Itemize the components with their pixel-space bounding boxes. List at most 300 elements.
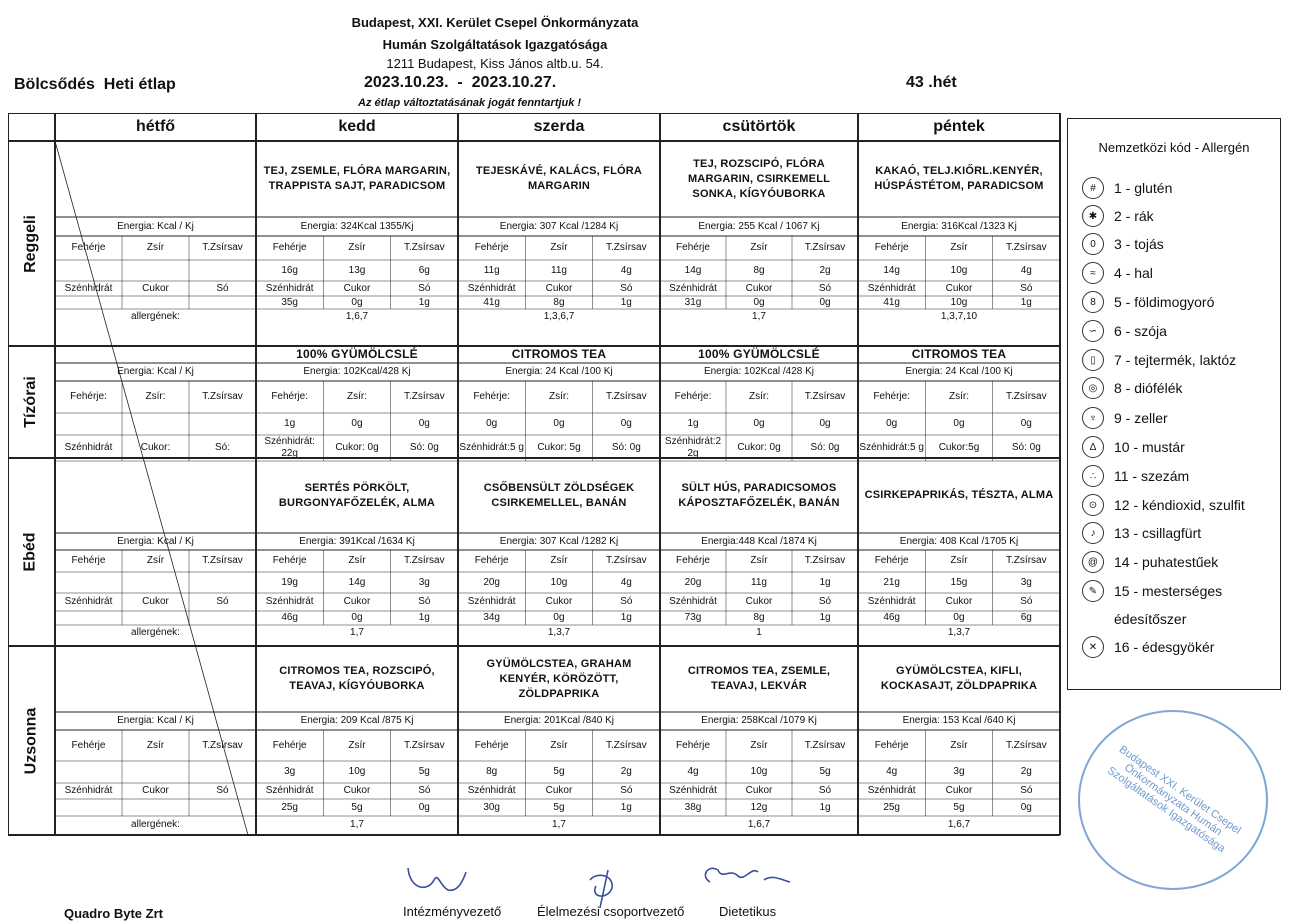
milk-icon: ▯: [1082, 349, 1104, 371]
nutrient-reggeli-4-r3-c2: 1g: [1020, 296, 1032, 308]
nutrient-reggeli-1-r0-c2: T.Zsírsav: [404, 242, 445, 253]
food-uzsonna-1: CITROMOS TEA, ROZSCIPÓ, TEAVAJ, KÍGYÓUBORKA: [279, 665, 435, 692]
nutrient-tizorai-2-r2-c0: Szénhidrát:5 g: [459, 442, 524, 453]
director-label: Intézményvezető: [403, 904, 502, 919]
nutrient-uzsonna-3-r0-c0: Fehérje: [676, 739, 710, 751]
legend-item-label: 16 - édesgyökér: [1114, 639, 1215, 655]
nutrient-reggeli-4-r3-c1: 10g: [950, 296, 968, 308]
nutrient-ebed-1-r3-c2: 1g: [418, 612, 430, 623]
legend-item: [1082, 290, 1214, 314]
nutrient-reggeli-1-r1-c1: 13g: [348, 264, 366, 276]
nutrient-reggeli-2-r2-c1: Cukor: [545, 282, 573, 294]
legend-item-label: 9 - zeller: [1114, 410, 1168, 426]
legend-item: [1082, 435, 1185, 459]
nutrient-ebed-3-r0-c0: Fehérje: [676, 555, 710, 566]
legend-item-label: 7 - tejtermék, laktóz: [1114, 352, 1237, 368]
day-header-1: kedd: [338, 118, 376, 135]
food-ebed-4: CSIRKEPAPRIKÁS, TÉSZTA, ALMA: [864, 489, 1054, 501]
nutrient-ebed-3-r1-c2: 1g: [819, 576, 831, 588]
nutrient-ebed-3-r3-c1: 8g: [753, 612, 765, 623]
nutrient-reggeli-1-r0-c1: Zsír: [348, 242, 366, 253]
nutrient-uzsonna-0-r3-c0: [55, 799, 122, 816]
food-uzsonna-4: GYÜMÖLCSTEA, KIFLI, KOCKASAJT, ZÖLDPAPRIKA: [880, 665, 1038, 692]
allergens-reggeli-3: 1,7: [752, 311, 766, 322]
nutrient-uzsonna-2-r3-c1: 5g: [553, 801, 565, 813]
document-title: Bölcsődés Heti étlap: [14, 76, 176, 93]
nutrient-reggeli-4-r2-c2: Só: [1020, 282, 1033, 294]
food-reggeli-1: TEJ, ZSEMLE, FLÓRA MARGARIN, TRAPPISTA SAJT, PARADICSOM: [263, 165, 451, 192]
nutrient-tizorai-4-r2-c2: Só: 0g: [1011, 442, 1041, 453]
nutrient-uzsonna-1-r3-c2: 0g: [418, 801, 430, 813]
food-uzsonna-0: [55, 646, 256, 712]
nutrient-reggeli-3-r2-c1: Cukor: [745, 282, 773, 294]
fish-icon: ≈: [1082, 262, 1104, 284]
nutrient-reggeli-4-r1-c1: 10g: [950, 264, 968, 276]
allergens-uzsonna-3: 1,6,7: [747, 818, 771, 830]
legend-item-label: 5 - földimogyoró: [1114, 294, 1215, 310]
nutrient-ebed-4-r3-c0: 46g: [883, 612, 900, 623]
nutrient-ebed-2-r1-c0: 20g: [483, 576, 500, 588]
meal-label-text: Uzsonna: [22, 707, 40, 774]
nutrient-uzsonna-2-r3-c2: 1g: [620, 801, 632, 813]
energy-reggeli-3: Energia: 255 Kcal / 1067 Kj: [698, 220, 820, 232]
nutrient-tizorai-4-r2-c0: Szénhidrát:5 g: [859, 442, 924, 453]
nutrient-ebed-4-r2-c1: Cukor: [945, 596, 973, 607]
nutrient-ebed-2-r2-c0: Szénhidrát: [467, 596, 516, 607]
allergens-ebed-4: 1,3,7: [947, 627, 971, 638]
nutrient-reggeli-3-r3-c2: 0g: [819, 296, 831, 308]
company-name: Quadro Byte Zrt: [64, 906, 163, 921]
meal-label-text: Ebéd: [22, 532, 39, 572]
nutrient-uzsonna-3-r2-c2: Só: [818, 785, 832, 796]
energy-ebed-2: Energia: 307 Kcal /1282 Kj: [499, 535, 619, 547]
nutrient-ebed-2-r0-c2: T.Zsírsav: [606, 555, 647, 566]
allergens-ebed-2: 1,3,7: [547, 627, 571, 638]
nutrient-uzsonna-4-r0-c2: T.Zsírsav: [1006, 739, 1047, 751]
liquorice-icon: ✕: [1082, 636, 1104, 658]
nutrient-reggeli-0-r1-c1: [122, 260, 189, 281]
food-ebed-0: [55, 458, 256, 533]
nutrient-reggeli-2-r0-c0: Fehérje: [474, 242, 509, 253]
nutrient-uzsonna-0-r2-c1: Cukor: [142, 785, 169, 796]
energy-reggeli-1: Energia: 324Kcal 1355/Kj: [300, 220, 414, 232]
nutrient-ebed-0-r3-c2: [189, 611, 256, 625]
allergens-uzsonna-4: 1,6,7: [947, 818, 971, 830]
nutrient-ebed-0-r2-c1: Cukor: [142, 596, 169, 607]
nutrient-uzsonna-4-r1-c2: 2g: [1020, 766, 1032, 777]
nutrient-tizorai-1-r0-c1: Zsír:: [346, 391, 367, 402]
nutrient-uzsonna-2-r1-c2: 2g: [620, 766, 632, 777]
nutrient-ebed-1-r1-c2: 3g: [418, 576, 430, 588]
legend-item-label: 12 - kéndioxid, szulfit: [1114, 497, 1245, 513]
nutrient-ebed-1-r2-c0: Szénhidrát: [265, 596, 314, 607]
nutrient-reggeli-1-r1-c2: 6g: [418, 264, 430, 276]
meal-label-tizorai: [8, 346, 54, 458]
nutrient-reggeli-2-r1-c2: 4g: [620, 264, 632, 276]
legend-item: [1082, 607, 1186, 631]
nutrient-reggeli-0-r3-c0: [55, 296, 122, 309]
nutrient-reggeli-4-r0-c0: Fehérje: [874, 242, 909, 253]
allergens-reggeli-1: 1,6,7: [345, 311, 369, 322]
nutrient-ebed-2-r2-c2: Só: [620, 596, 633, 607]
day-header-4: péntek: [933, 118, 985, 135]
energy-reggeli-0: Energia: Kcal / Kj: [117, 220, 194, 232]
nutrient-tizorai-4-r0-c1: Zsír:: [948, 391, 969, 402]
legend-item-label: 15 - mesterséges: [1114, 583, 1223, 599]
nutrient-ebed-4-r2-c0: Szénhidrát: [867, 596, 916, 607]
nutrient-uzsonna-4-r2-c2: Só: [1020, 785, 1033, 796]
nutrient-ebed-2-r2-c1: Cukor: [545, 596, 573, 607]
nutrient-ebed-1-r0-c0: Fehérje: [272, 555, 307, 566]
header-line1: Budapest, XXI. Kerület Csepel Önkormányzata: [351, 15, 639, 30]
nutrient-reggeli-1-r2-c2: Só: [418, 282, 431, 294]
energy-tizorai-2: Energia: 24 Kcal /100 Kj: [505, 366, 613, 377]
nutrient-uzsonna-0-r1-c1: [122, 761, 189, 783]
legend-item: [1082, 493, 1245, 517]
legend-item-label: 14 - puhatestűek: [1114, 554, 1219, 570]
legend-item: [1082, 261, 1153, 285]
nutrient-ebed-0-r1-c0: [55, 572, 122, 593]
nutrient-tizorai-4-r0-c2: T.Zsírsav: [1006, 391, 1047, 402]
legend-item-label: 11 - szezám: [1114, 468, 1190, 484]
food-tizorai-3: 100% GYÜMÖLCSLÉ: [698, 347, 820, 361]
food-reggeli-0: [55, 141, 256, 217]
energy-uzsonna-0: Energia: Kcal / Kj: [117, 715, 194, 726]
dietitian-label: Dietetikus: [719, 904, 777, 919]
nutrient-ebed-3-r0-c1: Zsír: [750, 555, 768, 566]
nutrient-tizorai-3-r2-c2: Só: 0g: [810, 442, 840, 453]
nutrient-tizorai-4-r0-c0: Fehérje:: [873, 391, 910, 402]
food-tizorai-0: [55, 346, 256, 363]
nutrient-ebed-0-r0-c2: T.Zsírsav: [202, 555, 243, 566]
legend-item: [1082, 348, 1236, 372]
nutrient-reggeli-4-r1-c2: 4g: [1020, 264, 1032, 276]
mollusc-icon: @: [1082, 551, 1104, 573]
legend-title: Nemzetközi kód - Allergén: [1098, 140, 1250, 155]
nutrient-reggeli-0-r3-c1: [122, 296, 189, 309]
nutrient-ebed-4-r2-c2: Só: [1020, 596, 1033, 607]
nutrient-reggeli-3-r2-c2: Só: [818, 282, 832, 294]
day-header-3: csütörtök: [722, 118, 796, 135]
energy-ebed-3: Energia:448 Kcal /1874 Kj: [701, 535, 817, 547]
nutrient-reggeli-4-r0-c1: Zsír: [950, 242, 968, 253]
peanut-icon: 8: [1082, 291, 1104, 313]
energy-uzsonna-4: Energia: 153 Kcal /640 Kj: [902, 715, 1016, 726]
nutrient-uzsonna-1-r3-c0: 25g: [281, 801, 298, 813]
nutrient-uzsonna-0-r3-c2: [189, 799, 256, 816]
legend-item-label: 10 - mustár: [1114, 439, 1185, 455]
legend-item: [1082, 319, 1167, 343]
nutrient-reggeli-4-r1-c0: 14g: [883, 264, 900, 276]
nutrient-ebed-3-r3-c0: 73g: [684, 612, 702, 623]
nutrient-tizorai-2-r1-c0: 0g: [486, 418, 498, 429]
energy-reggeli-4: Energia: 316Kcal /1323 Kj: [901, 220, 1017, 232]
nutrient-tizorai-1-r2-c1: Cukor: 0g: [335, 442, 379, 453]
food-ebed-2: CSŐBENSÜLT ZÖLDSÉGEK CSIRKEMELLEL, BANÁN: [483, 481, 635, 509]
nutrient-uzsonna-0-r0-c2: T.Zsírsav: [202, 739, 243, 751]
legend-item: [1082, 579, 1222, 603]
nutrient-tizorai-1-r0-c2: T.Zsírsav: [404, 391, 445, 402]
nutrient-reggeli-3-r0-c2: T.Zsírsav: [804, 242, 846, 253]
food-reggeli-3: TEJ, ROZSCIPÓ, FLÓRA MARGARIN, CSIRKEMELL SONKA, KÍGYÓUBORKA: [687, 157, 831, 200]
nut-icon: ◎: [1082, 377, 1104, 399]
nutrient-uzsonna-2-r1-c1: 5g: [553, 766, 565, 777]
legend-item: [1082, 635, 1214, 659]
nutrient-reggeli-4-r2-c1: Cukor: [945, 282, 973, 294]
nutrient-uzsonna-4-r0-c0: Fehérje: [874, 739, 909, 751]
weekly-menu-table: [8, 113, 1062, 837]
food-uzsonna-2: GYÜMÖLCSTEA, GRAHAM KENYÉR, KÖRÖZÖTT, ZÖLDPAPRIKA: [486, 657, 632, 700]
nutrient-reggeli-1-r2-c1: Cukor: [343, 282, 371, 294]
nutrient-tizorai-2-r1-c1: 0g: [553, 418, 565, 429]
nutrient-reggeli-3-r3-c0: 31g: [684, 296, 702, 308]
nutrient-reggeli-2-r0-c1: Zsír: [550, 242, 568, 253]
food-ebed-3: SÜLT HÚS, PARADICSOMOS KÁPOSZTAFŐZELÉK, BANÁN: [678, 481, 840, 509]
nutrient-uzsonna-2-r0-c1: Zsír: [550, 739, 568, 751]
nutrient-uzsonna-3-r2-c1: Cukor: [745, 785, 773, 796]
legend-item-label: 3 - tojás: [1114, 236, 1164, 252]
nutrient-reggeli-0-r2-c2: Só: [216, 282, 229, 294]
week-number: 43 .hét: [906, 74, 957, 91]
nutrient-ebed-0-r0-c1: Zsír: [146, 555, 165, 566]
egg-icon: 0: [1082, 233, 1104, 255]
energy-tizorai-4: Energia: 24 Kcal /100 Kj: [905, 366, 1013, 377]
nutrient-reggeli-0-r3-c2: [189, 296, 256, 309]
allergens-ebed-0: allergének:: [131, 627, 180, 638]
celery-icon: ♆: [1082, 407, 1104, 429]
energy-uzsonna-2: Energia: 201Kcal /840 Kj: [503, 715, 615, 726]
nutrient-ebed-4-r1-c2: 3g: [1020, 576, 1032, 588]
meal-label-uzsonna: [8, 646, 54, 835]
nutrient-ebed-1-r1-c0: 19g: [281, 576, 298, 588]
energy-ebed-0: Energia: Kcal / Kj: [117, 535, 194, 547]
nutrient-uzsonna-2-r0-c2: T.Zsírsav: [606, 739, 647, 751]
legend-item-label: 6 - szója: [1114, 323, 1167, 339]
nutrient-ebed-0-r3-c1: [122, 611, 189, 625]
legend-item-label: 4 - hal: [1114, 265, 1153, 281]
nutrient-uzsonna-4-r0-c1: Zsír: [950, 739, 968, 751]
nutrient-uzsonna-0-r3-c1: [122, 799, 189, 816]
allergens-reggeli-0: allergének:: [131, 311, 180, 322]
nutrient-uzsonna-1-r2-c0: Szénhidrát: [265, 785, 314, 796]
nutrient-uzsonna-3-r3-c0: 38g: [684, 801, 702, 813]
legend-item: [1082, 176, 1172, 200]
energy-tizorai-3: Energia: 102Kcal /428 Kj: [703, 366, 815, 377]
nutrient-ebed-3-r1-c0: 20g: [684, 576, 702, 588]
nutrient-uzsonna-1-r1-c1: 10g: [348, 766, 366, 777]
nutrient-ebed-3-r2-c2: Só: [818, 596, 832, 607]
legend-item: [1082, 376, 1182, 400]
nutrient-ebed-0-r1-c2: [189, 572, 256, 593]
nutrient-tizorai-2-r2-c1: Cukor: 5g: [537, 442, 581, 453]
nutrient-reggeli-0-r0-c2: T.Zsírsav: [202, 242, 243, 253]
nutrient-reggeli-2-r2-c0: Szénhidrát: [467, 282, 516, 294]
nutrient-reggeli-1-r3-c1: 0g: [351, 296, 363, 308]
crab-icon: ✱: [1082, 205, 1104, 227]
allergens-ebed-3: 1: [756, 627, 762, 638]
nutrient-ebed-1-r3-c1: 0g: [351, 612, 363, 623]
wheat-icon: #: [1082, 177, 1104, 199]
nutrient-ebed-2-r0-c1: Zsír: [550, 555, 568, 566]
nutrient-uzsonna-1-r2-c1: Cukor: [343, 785, 371, 796]
nutrient-ebed-2-r3-c1: 0g: [553, 612, 565, 623]
nutrient-ebed-4-r0-c1: Zsír: [950, 555, 968, 566]
legend-item-label: 8 - diófélék: [1114, 380, 1183, 396]
nutrient-tizorai-2-r0-c2: T.Zsírsav: [606, 391, 647, 402]
mustard-icon: Δ: [1082, 436, 1104, 458]
nutrient-tizorai-2-r2-c2: Só: 0g: [611, 442, 641, 453]
nutrient-uzsonna-4-r1-c1: 3g: [953, 766, 965, 777]
food-tizorai-4: CITROMOS TEA: [911, 347, 1007, 361]
nutrient-uzsonna-3-r3-c2: 1g: [819, 801, 831, 813]
nutrient-uzsonna-0-r0-c0: Fehérje: [71, 739, 106, 751]
nutrient-reggeli-3-r3-c1: 0g: [753, 296, 765, 308]
nutrient-ebed-2-r3-c2: 1g: [620, 612, 632, 623]
nutrient-tizorai-3-r2-c1: Cukor: 0g: [737, 442, 781, 453]
legend-item: [1082, 550, 1218, 574]
nutrient-ebed-3-r0-c2: T.Zsírsav: [804, 555, 846, 566]
nutrient-ebed-3-r2-c1: Cukor: [745, 596, 773, 607]
disclaimer-note: Az étlap változtatásának jogát fenntartjuk !: [358, 97, 582, 109]
nutrient-reggeli-1-r3-c2: 1g: [418, 296, 430, 308]
food-reggeli-2: TEJESKÁVÉ, KALÁCS, FLÓRA MARGARIN: [475, 165, 643, 192]
legend-item: [1082, 406, 1168, 430]
nutrient-reggeli-1-r3-c0: 35g: [281, 296, 298, 308]
nutrient-uzsonna-1-r1-c0: 3g: [284, 766, 296, 777]
nutrient-tizorai-3-r1-c2: 0g: [819, 418, 831, 429]
food-uzsonna-3: CITROMOS TEA, ZSEMLE, TEAVAJ, LEKVÁR: [687, 665, 831, 692]
meal-label-text: Tízórai: [22, 376, 39, 428]
legend-item-label: 2 - rák: [1114, 208, 1154, 224]
nutrient-tizorai-4-r2-c1: Cukor:5g: [938, 442, 980, 453]
energy-ebed-4: Energia: 408 Kcal /1705 Kj: [899, 535, 1019, 547]
energy-tizorai-0: Energia: Kcal / Kj: [117, 366, 194, 377]
energy-tizorai-1: Energia: 102Kcal/428 Kj: [303, 366, 411, 377]
nutrient-reggeli-4-r3-c0: 41g: [883, 296, 900, 308]
nutrient-tizorai-3-r0-c0: Fehérje:: [674, 391, 712, 402]
nutrient-reggeli-4-r0-c2: T.Zsírsav: [1006, 242, 1047, 253]
allergens-uzsonna-2: 1,7: [552, 818, 566, 830]
sulphite-icon: ⊙: [1082, 494, 1104, 516]
energy-ebed-1: Energia: 391Kcal /1634 Kj: [299, 535, 415, 547]
sesame-icon: ∴: [1082, 465, 1104, 487]
nutrient-uzsonna-4-r3-c0: 25g: [883, 801, 900, 813]
nutrient-reggeli-0-r0-c0: Fehérje: [71, 242, 106, 253]
nutrient-tizorai-0-r0-c0: Fehérje:: [70, 391, 107, 402]
nutrient-reggeli-1-r1-c0: 16g: [281, 264, 298, 276]
nutrient-reggeli-1-r0-c0: Fehérje: [272, 242, 307, 253]
nutrient-tizorai-1-r1-c1: 0g: [351, 418, 363, 429]
legend-item: [1082, 521, 1201, 545]
nutrient-tizorai-4-r1-c2: 0g: [1020, 418, 1032, 429]
food-ebed-1: SERTÉS PÖRKÖLT, BURGONYAFŐZELÉK, ALMA: [278, 481, 436, 509]
food-tizorai-2: CITROMOS TEA: [511, 347, 607, 361]
nutrient-tizorai-2-r0-c1: Zsír:: [548, 391, 569, 402]
nutrient-reggeli-3-r1-c2: 2g: [819, 264, 831, 276]
nutrient-reggeli-2-r1-c1: 11g: [551, 264, 567, 276]
legend-item: [1082, 464, 1189, 488]
nutrient-ebed-0-r0-c0: Fehérje: [71, 555, 106, 566]
allergens-uzsonna-1: 1,7: [350, 818, 364, 830]
nutrient-tizorai-1-r2-c0: Szénhidrát: 22g: [264, 436, 315, 459]
legend-item: [1082, 232, 1164, 256]
nutrient-ebed-0-r3-c0: [55, 611, 122, 625]
nutrient-tizorai-2-r1-c2: 0g: [620, 418, 632, 429]
nutrient-tizorai-4-r1-c1: 0g: [953, 418, 965, 429]
date-range: 2023.10.23. - 2023.10.27.: [364, 74, 557, 91]
nutrient-tizorai-4-r1-c0: 0g: [886, 418, 898, 429]
nutrient-uzsonna-1-r0-c2: T.Zsírsav: [404, 739, 445, 751]
day-header-2: szerda: [533, 118, 585, 135]
nutrient-uzsonna-1-r1-c2: 5g: [418, 766, 430, 777]
nutrient-reggeli-2-r1-c0: 11g: [483, 264, 500, 276]
nutrient-ebed-4-r0-c0: Fehérje: [874, 555, 909, 566]
nutrient-tizorai-1-r1-c0: 1g: [284, 418, 296, 429]
nutrient-reggeli-0-r0-c1: Zsír: [146, 242, 165, 253]
nutrient-ebed-1-r1-c1: 14g: [348, 576, 366, 588]
nutrient-tizorai-0-r0-c2: T.Zsírsav: [202, 391, 243, 402]
nutrient-ebed-3-r1-c1: 11g: [751, 576, 767, 588]
allergens-ebed-1: 1,7: [350, 627, 364, 638]
nutrient-uzsonna-3-r0-c1: Zsír: [750, 739, 768, 751]
nutrient-uzsonna-3-r3-c1: 12g: [750, 801, 768, 813]
nutrient-uzsonna-2-r2-c2: Só: [620, 785, 633, 796]
nutrient-uzsonna-0-r0-c1: Zsír: [146, 739, 165, 751]
nutrient-ebed-4-r1-c0: 21g: [883, 576, 900, 588]
nutrient-ebed-1-r0-c1: Zsír: [348, 555, 366, 566]
nutrient-uzsonna-1-r0-c1: Zsír: [348, 739, 366, 751]
nutrient-uzsonna-1-r2-c2: Só: [418, 785, 431, 796]
nutrient-tizorai-0-r2-c0: Szénhidrát: [64, 442, 113, 453]
allergens-reggeli-4: 1,3,7,10: [940, 311, 978, 322]
nutrient-uzsonna-1-r0-c0: Fehérje: [272, 739, 307, 751]
meal-label-ebed: [8, 458, 54, 646]
nutrient-reggeli-2-r3-c1: 8g: [553, 296, 565, 308]
allergens-uzsonna-0: allergének:: [131, 818, 180, 830]
nutrient-ebed-3-r2-c0: Szénhidrát: [669, 596, 717, 607]
nutrient-ebed-2-r1-c1: 10g: [550, 576, 568, 588]
energy-uzsonna-1: Energia: 209 Kcal /875 Kj: [300, 715, 414, 726]
nutrient-tizorai-3-r0-c2: T.Zsírsav: [804, 391, 846, 402]
nutrient-reggeli-2-r3-c0: 41g: [483, 296, 500, 308]
nutrient-reggeli-3-r1-c0: 14g: [684, 264, 702, 276]
nutrient-reggeli-1-r2-c0: Szénhidrát: [265, 282, 314, 294]
nutrient-reggeli-3-r0-c0: Fehérje: [676, 242, 710, 253]
energy-reggeli-2: Energia: 307 Kcal /1284 Kj: [499, 220, 619, 232]
meal-label-text: Reggeli: [22, 214, 40, 273]
nutrient-ebed-4-r3-c2: 6g: [1020, 612, 1032, 623]
nutrient-tizorai-0-r2-c1: Cukor:: [140, 442, 171, 453]
nutrient-uzsonna-3-r0-c2: T.Zsírsav: [804, 739, 846, 751]
nutrient-ebed-4-r1-c1: 15g: [950, 576, 968, 588]
nutrient-uzsonna-4-r3-c1: 5g: [953, 801, 965, 813]
nutrient-uzsonna-0-r2-c0: Szénhidrát: [64, 785, 113, 796]
official-stamp: [1078, 710, 1268, 890]
nutrient-ebed-1-r2-c2: Só: [418, 596, 431, 607]
nutrient-uzsonna-2-r2-c0: Szénhidrát: [467, 785, 516, 796]
nutrient-uzsonna-0-r1-c0: [55, 761, 122, 783]
sweetener-icon: ✎: [1082, 580, 1104, 602]
stamp-text: Budapest XXI. Kerület Csepel Önkormányzata Humán Szolgáltatások Igazgatósága: [1105, 743, 1243, 856]
legend-item-label: 1 - glutén: [1114, 180, 1173, 196]
meal-label-reggeli: [8, 141, 54, 346]
signature-marks: [400, 862, 820, 910]
nutrient-ebed-0-r1-c1: [122, 572, 189, 593]
food-reggeli-4: KAKAÓ, TELJ.KIŐRL.KENYÉR, HÚSPÁSTÉTOM, PARADICSOM: [874, 165, 1044, 192]
nutrient-tizorai-2-r0-c0: Fehérje:: [473, 391, 510, 402]
nutrient-uzsonna-4-r2-c1: Cukor: [945, 785, 973, 796]
nutrient-uzsonna-0-r1-c2: [189, 761, 256, 783]
